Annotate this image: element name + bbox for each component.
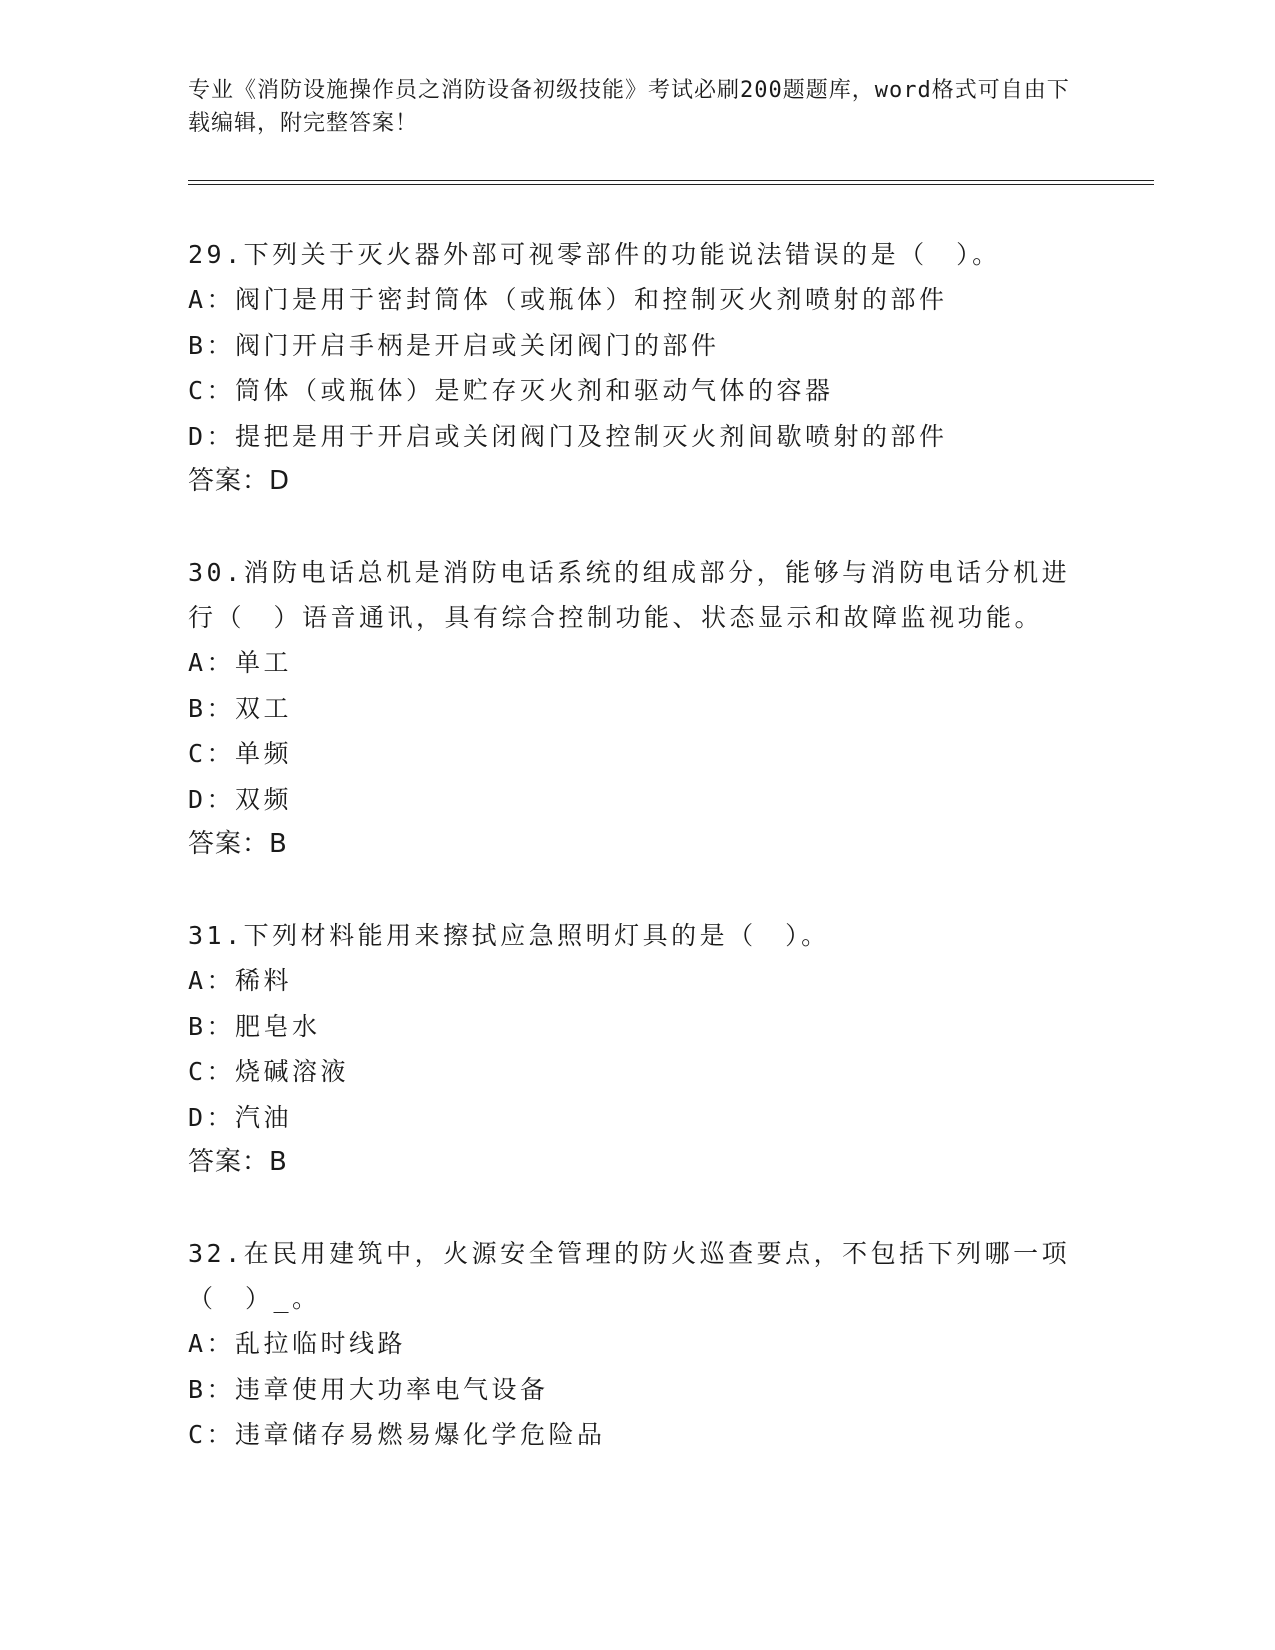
answer: 答案：B <box>188 1147 288 1177</box>
option-b: B：阀门开启手柄是开启或关闭阀门的部件 <box>188 330 720 360</box>
header-divider-bottom <box>188 184 1154 185</box>
answer: 答案：B <box>188 829 288 859</box>
question-29 <box>188 232 1088 504</box>
option-a: A：稀料 <box>188 966 293 995</box>
question-32 <box>188 1231 1088 1458</box>
question-31 <box>188 913 1088 1185</box>
question-30 <box>188 550 1088 867</box>
option-d: D：提把是用于开启或关闭阀门及控制灭火剂间歇喷射的部件 <box>188 421 948 451</box>
option-b: B：肥皂水 <box>188 1011 321 1041</box>
option-c: C：违章储存易燃易爆化学危险品 <box>188 1420 606 1449</box>
option-b: B：双工 <box>188 693 293 723</box>
question-stem: 32.在民用建筑中，火源安全管理的防火巡查要点，不包括下列哪一项（ ）_。 <box>188 1239 1071 1313</box>
document-header: 专业《消防设施操作员之消防设备初级技能》考试必刷200题题库，word格式可自由下载编辑，附完整答案！ <box>188 78 1070 136</box>
header-divider-top <box>188 180 1154 181</box>
question-stem: 31.下列材料能用来擦拭应急照明灯具的是（ ）。 <box>188 921 830 950</box>
question-stem: 29.下列关于灭火器外部可视零部件的功能说法错误的是（ ）。 <box>188 240 1001 269</box>
option-a: A：单工 <box>188 648 293 677</box>
option-c: C：烧碱溶液 <box>188 1057 350 1086</box>
option-d: D：汽油 <box>188 1102 293 1132</box>
option-b: B：违章使用大功率电气设备 <box>188 1374 549 1404</box>
option-a: A：阀门是用于密封筒体（或瓶体）和控制灭火剂喷射的部件 <box>188 285 948 314</box>
option-c: C：单频 <box>188 739 293 768</box>
answer: 答案：D <box>188 466 291 496</box>
question-list <box>188 232 1088 1504</box>
option-c: C：筒体（或瓶体）是贮存灭火剂和驱动气体的容器 <box>188 376 834 405</box>
option-d: D：双频 <box>188 784 293 814</box>
option-a: A：乱拉临时线路 <box>188 1329 407 1358</box>
question-stem: 30.消防电话总机是消防电话系统的组成部分，能够与消防电话分机进行（ ）语音通讯，具有综合控制功能、状态显示和故障监视功能。 <box>188 558 1071 632</box>
